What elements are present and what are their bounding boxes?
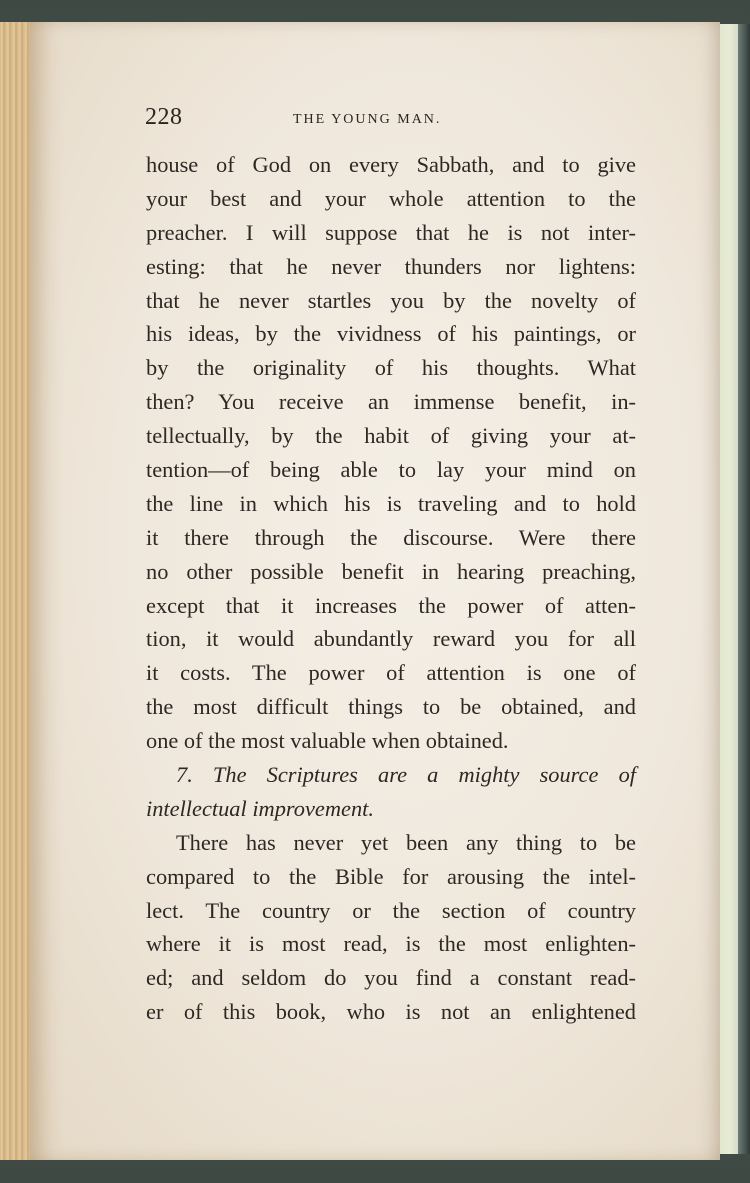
text-line: There has never yet been any thing to be <box>176 829 636 855</box>
book-title: THE YOUNG MAN. <box>293 112 442 127</box>
text-line: by the originality of his thoughts. What <box>146 355 636 381</box>
text-line: no other possible benefit in hearing preaching, <box>146 558 636 584</box>
text-line: except that it increases the power of atten- <box>146 592 636 618</box>
text-line: his ideas, by the vividness of his paintings, or <box>146 321 636 347</box>
text-line: where it is most read, is the most enlighten- <box>146 931 636 957</box>
section-heading: intellectual improvement. <box>146 795 374 821</box>
page-number: 228 <box>145 104 183 130</box>
book-cover-edge <box>738 24 750 1154</box>
text-line: that he never startles you by the novelty of <box>146 287 636 313</box>
text-line: one of the most valuable when obtained. <box>146 728 509 754</box>
running-head <box>145 104 635 136</box>
text-line: lect. The country or the section of country <box>146 897 636 923</box>
text-line: house of God on every Sabbath, and to give <box>146 152 636 177</box>
text-line: then? You receive an immense benefit, in- <box>146 389 636 415</box>
text-line: tention—of being able to lay your mind on <box>146 457 636 483</box>
section-heading: 7. The Scriptures are a mighty source of <box>176 762 636 788</box>
body-text <box>146 148 636 1029</box>
text-line: tellectually, by the habit of giving your at- <box>146 423 636 449</box>
text-line: it costs. The power of attention is one of <box>146 660 636 686</box>
text-line: er of this book, who is not an enlightened <box>146 999 636 1025</box>
text-line: preacher. I will suppose that he is not inter- <box>146 219 636 245</box>
text-line: the most difficult things to be obtained, and <box>146 694 636 720</box>
text-line: the line in which his is traveling and to hold <box>146 490 636 516</box>
text-line: compared to the Bible for arousing the intel- <box>146 863 636 889</box>
text-line: your best and your whole attention to the <box>146 185 636 211</box>
text-line: ed; and seldom do you find a constant read- <box>146 965 636 991</box>
text-line: tion, it would abundantly reward you for all <box>146 626 636 652</box>
text-line: it there through the discourse. Were there <box>146 524 636 550</box>
text-line: esting: that he never thunders nor lightens: <box>146 253 636 279</box>
